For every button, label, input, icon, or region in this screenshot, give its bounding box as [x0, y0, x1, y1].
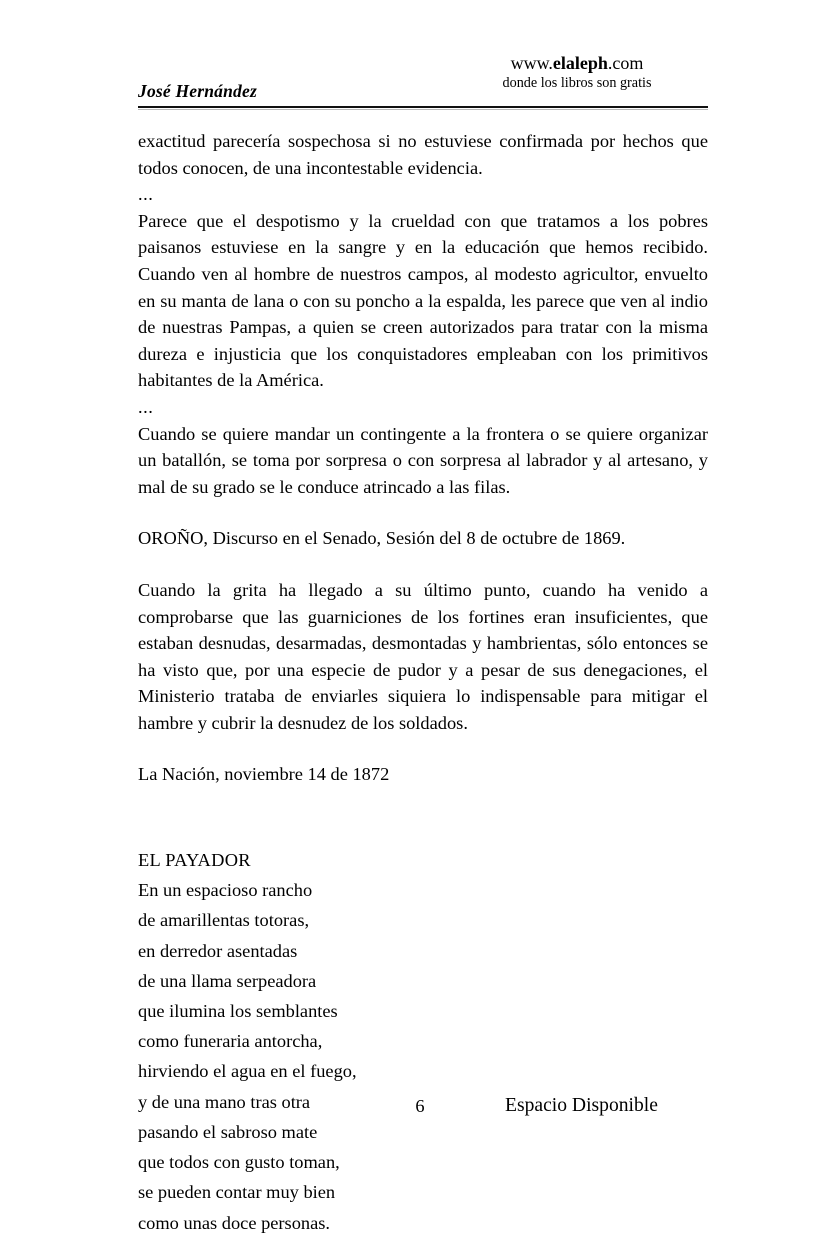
- spacer-before-attribution-1: [138, 500, 708, 525]
- poem-title: EL PAYADOR: [138, 850, 251, 871]
- header-tagline: donde los libros son gratis: [502, 75, 652, 91]
- poem-line: como funeraria antorcha,: [138, 1031, 323, 1052]
- header-url: [447, 52, 707, 74]
- poem-line: y de una mano tras otra: [138, 1091, 311, 1112]
- spacer-before-poem: [138, 788, 708, 845]
- page-header: [138, 52, 708, 110]
- poem-line: hirviendo el agua en el fuego,: [138, 1061, 357, 1082]
- header-url-brand: elaleph: [552, 53, 608, 73]
- poem-block: [138, 845, 708, 1238]
- ellipsis-separator-1: ...: [138, 184, 154, 205]
- poem-line: de una llama serpeadora: [138, 970, 317, 991]
- document-body: [138, 128, 708, 1238]
- poem-line: en derredor asentadas: [138, 940, 298, 961]
- body-paragraph-2: Parece que el despotismo y la crueldad con que tratamos a los pobres paisanos estuviese en la sangre y en la educación que hemos recibido. Cuando ven al hombre de nuestros campos, al modesto agricultor, envuelto en su manta de lana o con su poncho a la espalda, les parece que ven al indio de nuestras Pampas, a quien se creen autorizados para tratar con la misma dureza e injusticia que los conquistadores empleaban con los primitivos habitantes de la América.: [138, 210, 708, 391]
- poem-line: que todos con gusto toman,: [138, 1152, 340, 1173]
- poem-line: de amarillentas totoras,: [138, 910, 310, 931]
- spacer-before-attribution-2: [138, 736, 708, 761]
- header-url-suffix: .com: [607, 53, 644, 73]
- body-paragraph-1: exactitud parecería sospechosa si no estuviese confirmada por hechos que todos conocen, de una incontestable evidencia.: [138, 131, 708, 178]
- attribution-la-nacion: La Nación, noviembre 14 de 1872: [138, 764, 390, 785]
- poem-line: En un espacioso rancho: [138, 880, 313, 901]
- poem-line: que ilumina los semblantes: [138, 1001, 338, 1022]
- header-rule-secondary: [138, 109, 708, 110]
- poem-line: como unas doce personas.: [138, 1212, 331, 1233]
- footer-note: Espacio Disponible: [505, 1095, 658, 1116]
- body-paragraph-4: Cuando la grita ha llegado a su último punto, cuando ha venido a comprobarse que las guarniciones de los fortines eran insuficientes, que estaban desnudas, desarmadas, desmontadas y hambrientas, sólo entonces se ha visto que, por una especie de pudor y a pesar de sus denegaciones, el Ministerio trataba de enviarles siquiera lo indispensable para mitigar el hambre y cubrir la desnudez de los soldados.: [138, 579, 708, 733]
- ellipsis-separator-2: ...: [138, 396, 154, 417]
- poem-line: se pueden contar muy bien: [138, 1182, 336, 1203]
- page-number: 6: [415, 1096, 425, 1116]
- header-author: José Hernández: [138, 81, 257, 101]
- header-site-block: [447, 52, 707, 93]
- header-url-prefix: www.: [510, 53, 553, 73]
- attribution-orono: OROÑO, Discurso en el Senado, Sesión del 8 de octubre de 1869.: [138, 528, 626, 549]
- poem-line: pasando el sabroso mate: [138, 1121, 318, 1142]
- poem-lines: [138, 875, 708, 1237]
- header-rule: [138, 106, 708, 108]
- spacer-before-paragraph-4: [138, 552, 708, 577]
- body-paragraph-3: Cuando se quiere mandar un contingente a la frontera o se quiere organizar un batallón, se toma por sorpresa o con sorpresa al labrador y al artesano, y mal de su grado se le conduce atrincado a las filas.: [138, 423, 708, 497]
- page-footer: [138, 1093, 708, 1123]
